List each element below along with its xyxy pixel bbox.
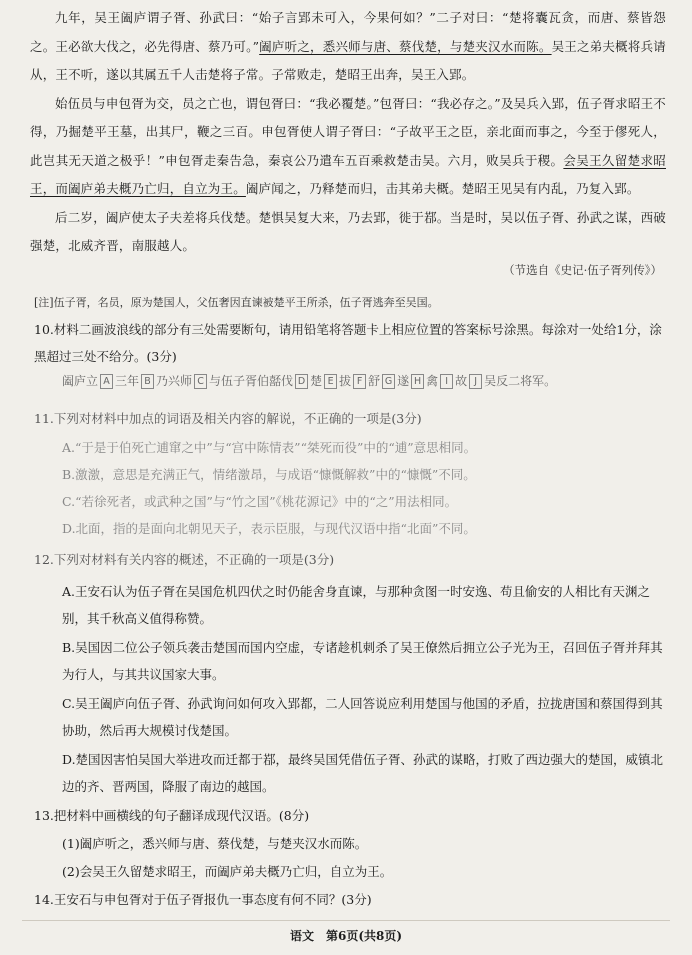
- question-11: 11.下列对材料中加点的词语及相关内容的解说，不正确的一项是(3分): [34, 411, 422, 426]
- segment: 反二将军。: [496, 374, 557, 388]
- page-footer: 语文 第6页(共8页): [289, 929, 403, 943]
- break-box-i[interactable]: I: [440, 374, 453, 389]
- q12-option-a: A.王安石认为伍子胥在吴国危机四伏之时仍能舍身直谏，与那种贪图一时安逸、苟且偷安的人相比有天渊之别，其千秋高义值得称赞。: [62, 584, 651, 626]
- break-box-j[interactable]: J: [469, 374, 482, 389]
- segment: 遂: [397, 374, 410, 388]
- q11-option-c: C.“若徐死者，或武种之国”与“竹之国”《桃花源记》中的“之”用法相同。: [62, 494, 458, 509]
- passage-text: 及吴兵入郢，伍子胥求昭王不得，乃掘楚平王墓，出其尸，鞭之三百。申包胥使人谓子胥曰：“子故平王之臣，亲北面而事之，今至于僇死人，此岂其无天道之极乎！”申包胥走秦告急，秦哀公乃遣车五百乘救楚击吴。六月，败吴兵于稷。: [30, 95, 666, 168]
- underlined-sentence-1: 阖庐听之，悉兴师与唐、蔡伐楚，与楚夹汉水而陈。: [259, 38, 552, 54]
- segment: 故: [455, 374, 468, 388]
- segment: 舒: [368, 374, 381, 388]
- segment: 乃兴师: [156, 374, 193, 388]
- q13-sentence-2: (2)会吴王久留楚求昭王，而阖庐弟夫概乃亡归，自立为王。: [62, 864, 393, 879]
- q12-option-c: C.吴王阖庐向伍子胥、孙武询问如何攻入郢都，二人回答说应利用楚国与他国的矛盾，拉拢唐国和蔡国得到其协助，然后再大规模讨伐楚国。: [62, 696, 663, 738]
- passage-source: （节选自《史记·伍子胥列传》）: [503, 263, 662, 277]
- passage-paragraph-3: [30, 204, 666, 261]
- question-14: 14.王安石与申包胥对于伍子胥报仇一事态度有何不同？(3分): [34, 892, 372, 907]
- break-box-b[interactable]: B: [141, 374, 154, 389]
- segment: 三年: [115, 374, 140, 388]
- passage-paragraph-1: [30, 4, 666, 90]
- segment: 吴: [484, 374, 497, 388]
- q12-option-d: D.楚国因害怕吴国大举进攻而迁都于鄀，最终吴国凭借伍子胥、孙武的谋略，打败了西边强大的楚国，威镇北边的齐、晋两国，降服了南边的越国。: [62, 752, 664, 794]
- passage: [30, 4, 666, 261]
- passage-text: 阖庐闻之，乃释楚而归，击其弟夫概。楚昭王见吴有内乱，乃复入郢。: [245, 181, 640, 196]
- segment: 阖庐立: [62, 374, 99, 388]
- segment: 禽: [426, 374, 439, 388]
- q12-option-b: B.吴国因二位公子领兵袭击楚国而国内空虚，专诸趁机刺杀了吴王僚然后拥立公子光为王，召回伍子胥并拜其为行人，与其共议国家大事。: [62, 640, 663, 682]
- break-box-a[interactable]: A: [100, 374, 113, 389]
- footnote: [注]伍子胥，名员，原为楚国人，父伍奢因直谏被楚平王所杀，伍子胥逃奔至吴国。: [34, 296, 439, 309]
- q11-option-b: B.激激，意思是充满正气，情绪激昂，与成语“慷慨解救”中的“慷慨”不同。: [62, 467, 476, 482]
- break-box-h[interactable]: H: [411, 374, 424, 389]
- break-box-c[interactable]: C: [194, 374, 207, 389]
- break-box-e[interactable]: E: [324, 374, 337, 389]
- q11-option-a: A.“于是于伯死亡逋窜之中”与“宫中陈情表”“桀死而役”中的“逋”意思相同。: [62, 440, 477, 455]
- passage-text: 吴王之弟夫概将兵请从，王不听，遂以其属五千人击楚将子常。子常败走，楚昭王出奔，吴王入郢。: [30, 38, 666, 82]
- q13-sentence-1: (1)阖庐听之，悉兴师与唐、蔡伐楚，与楚夹汉水而陈。: [62, 836, 368, 851]
- question-10: 10.材料二画波浪线的部分有三处需要断句，请用铅笔将答题卡上相应位置的答案标号涂黑。每涂对一处给1分，涂黑超过三处不给分。(3分): [34, 322, 662, 364]
- question-12: 12.下列对材料有关内容的概述，不正确的一项是(3分): [34, 552, 335, 567]
- question-13: 13.把材料中画横线的句子翻译成现代汉语。(8分): [34, 808, 310, 823]
- passage-text: 九年，吴王阖庐谓子胥、孙武曰：“始子言郢未可入，今果何如？”二子对曰：“楚将囊瓦贪，而唐、蔡皆怨之。王必欲大伐之，必先得唐、蔡乃可。”: [30, 10, 666, 54]
- footer-divider: [22, 920, 670, 921]
- segment: 与伍子胥伯嚭伐: [209, 374, 294, 388]
- passage-paragraph-2: [30, 90, 666, 204]
- segment: 拔: [339, 374, 352, 388]
- q11-option-d: D.北面，指的是面向北朝见天子，表示臣服，与现代汉语中指“北面”不同。: [62, 521, 476, 536]
- segment: 楚: [310, 374, 323, 388]
- underlined-sentence-2: 会吴王久留楚求昭王，而阖庐弟夫概乃亡归，自立为王。: [30, 152, 666, 196]
- break-box-g[interactable]: G: [382, 374, 395, 389]
- passage-text: 始伍员与申包胥为交，员之亡也，谓包胥曰：“我必覆楚。”包胥曰：“我必存之。”: [55, 95, 501, 111]
- break-box-d[interactable]: D: [295, 374, 308, 389]
- break-box-f[interactable]: F: [353, 374, 366, 389]
- passage-text: 后二岁，阖庐使太子夫差将兵伐楚。楚惧吴复大来，乃去郢，徙于鄀。当是时，吴以伍子胥、孙武之谋，西破强楚，北威齐晋，南服越人。: [30, 209, 666, 253]
- sentence-break-line: [62, 372, 662, 389]
